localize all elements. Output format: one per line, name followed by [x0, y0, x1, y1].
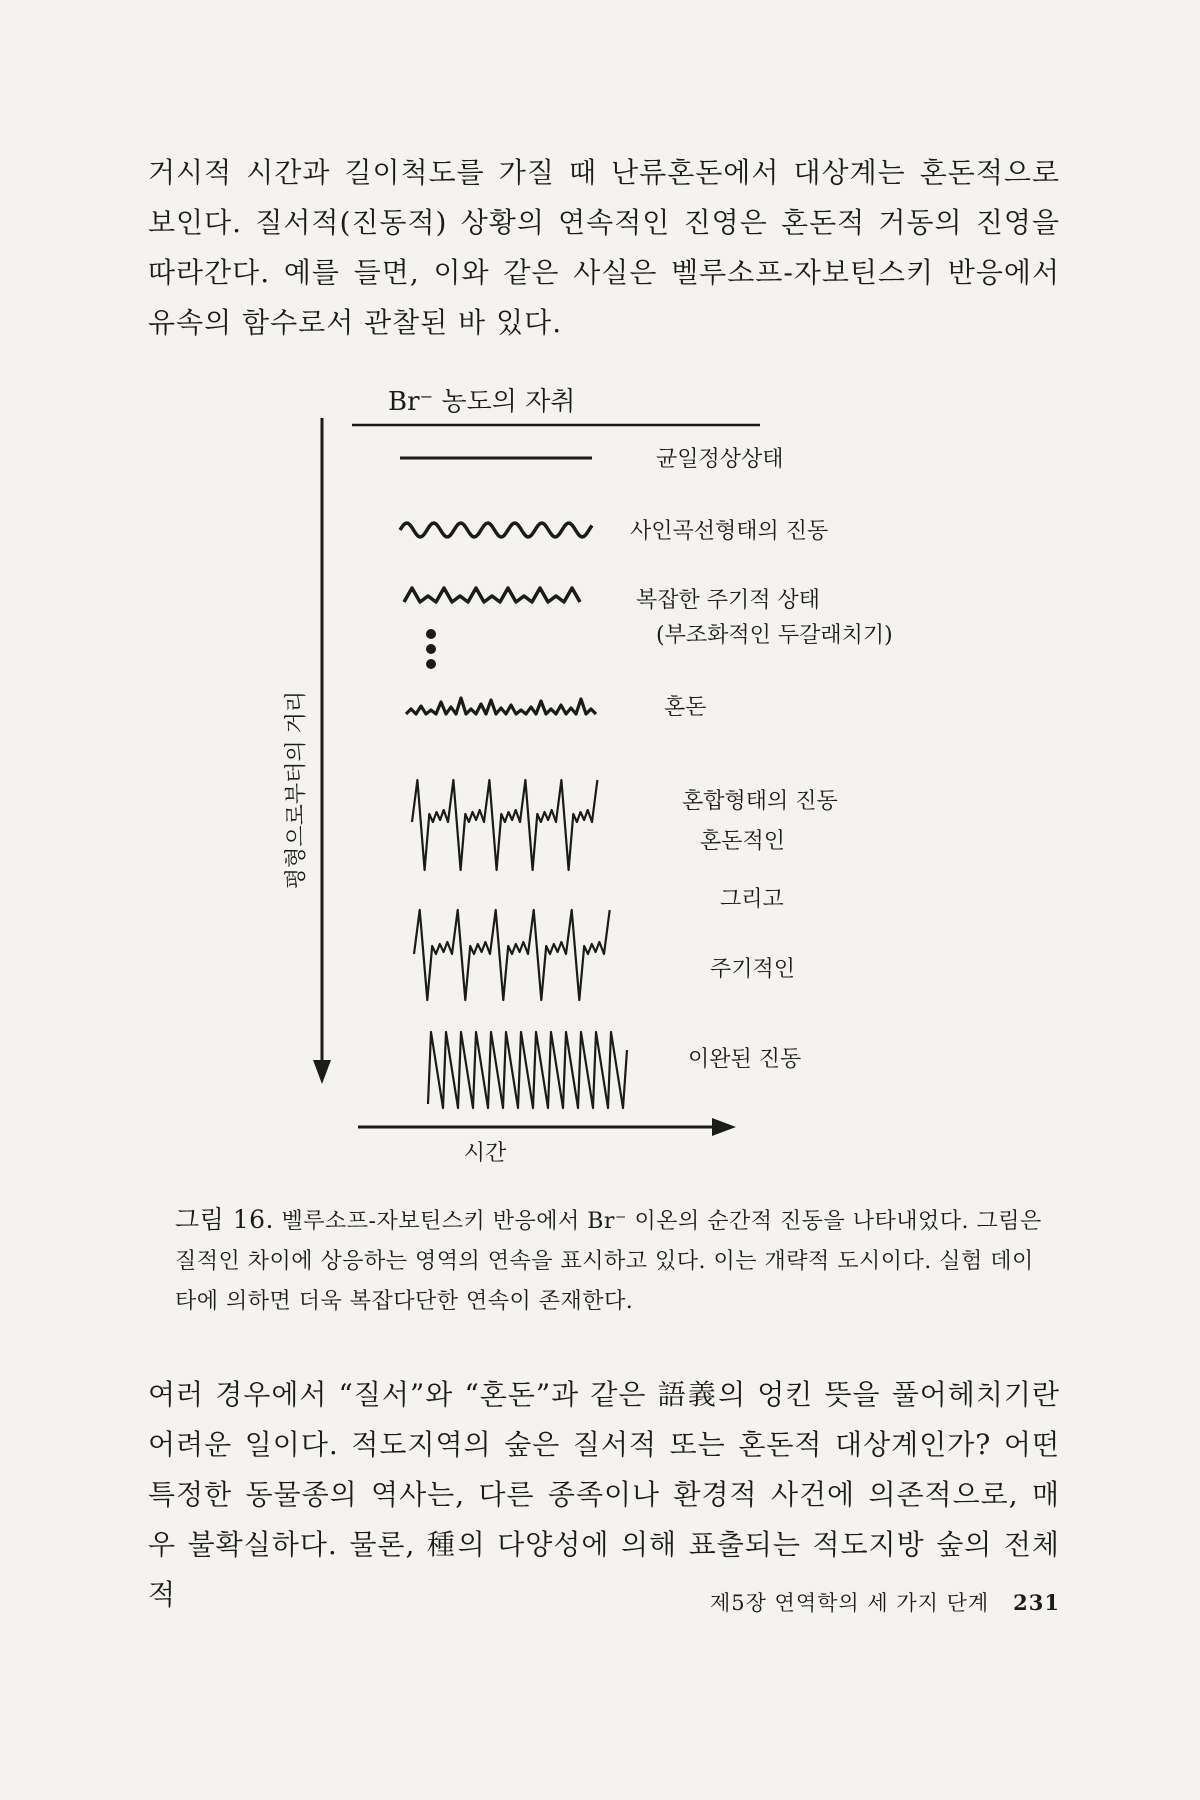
running-header: 제5장 연역학의 세 가지 단계 — [709, 1591, 990, 1615]
label-steady-state: 균일정상상태 — [656, 447, 784, 472]
label-mixed-2: 혼돈적인 — [700, 829, 786, 854]
ellipsis-dots — [426, 629, 436, 669]
body-paragraph-top: 거시적 시간과 길이척도를 가질 때 난류혼돈에서 대상계는 혼돈적으로 보인다. 질서적(진동적) 상황의 연속적인 진영은 혼돈적 거동의 진영을 따라간다. 예를 들면, 이와 같은 사실은 벨루소프-자보틴스키 반응에서 유속의 함수로서 관찰된 바 있다. — [148, 156, 1060, 339]
caption-text: 벨루소프-자보틴스키 반응에서 Br⁻ 이온의 순간적 진동을 나타내었다. 그림은 질적인 차이에 상응하는 영역의 연속을 표시하고 있다. 이는 개략적 도시이다. 실험 데이타에 의하면 더욱 복잡다단한 연속이 존재한다. — [175, 1209, 1042, 1314]
label-mixed-3: 그리고 — [720, 887, 784, 912]
label-relaxation: 이완된 진동 — [688, 1047, 802, 1072]
page-number: 231 — [1013, 1590, 1060, 1615]
horizontal-axis — [358, 1118, 736, 1136]
trace-complex-periodic — [404, 588, 580, 602]
label-complex-2: (부조화적인 두갈래치기) — [656, 623, 893, 648]
label-sinusoidal: 사인곡선형태의 진동 — [630, 519, 829, 544]
figure-title: Br⁻ 농도의 자취 — [388, 387, 576, 417]
label-mixed-4: 주기적인 — [710, 957, 796, 982]
trace-mixed-periodic — [414, 910, 610, 1000]
label-mixed-1: 혼합형태의 진동 — [682, 789, 838, 814]
x-axis-label: 시간 — [463, 1141, 507, 1166]
label-chaos: 혼돈 — [664, 695, 707, 720]
trace-relaxation — [428, 1032, 627, 1108]
page-footer — [0, 1587, 1060, 1617]
y-axis-label: 평형으로부터의 거리 — [284, 690, 309, 890]
vertical-axis — [313, 418, 331, 1084]
trace-chaos — [406, 698, 596, 714]
figure-caption — [175, 1200, 1055, 1322]
label-complex-1: 복잡한 주기적 상태 — [636, 588, 821, 613]
body-paragraph-bottom: 여러 경우에서 “질서”와 “혼돈”과 같은 語義의 엉킨 뜻을 풀어헤치기란 어려운 일이다. 적도지역의 숲은 질서적 또는 혼돈적 대상계인가? 어떤 특정한 동물종의 역사는, 다른 종족이나 환경적 사건에 의존적으로, 매우 불확실하다. 물론, 種의 다양성에 의해 표출되는 적도지방 숲의 전체적 — [148, 1378, 1060, 1611]
caption-label: 그림 16. — [175, 1205, 275, 1234]
trace-sinusoidal — [400, 523, 592, 537]
trace-mixed-chaotic — [412, 780, 597, 870]
